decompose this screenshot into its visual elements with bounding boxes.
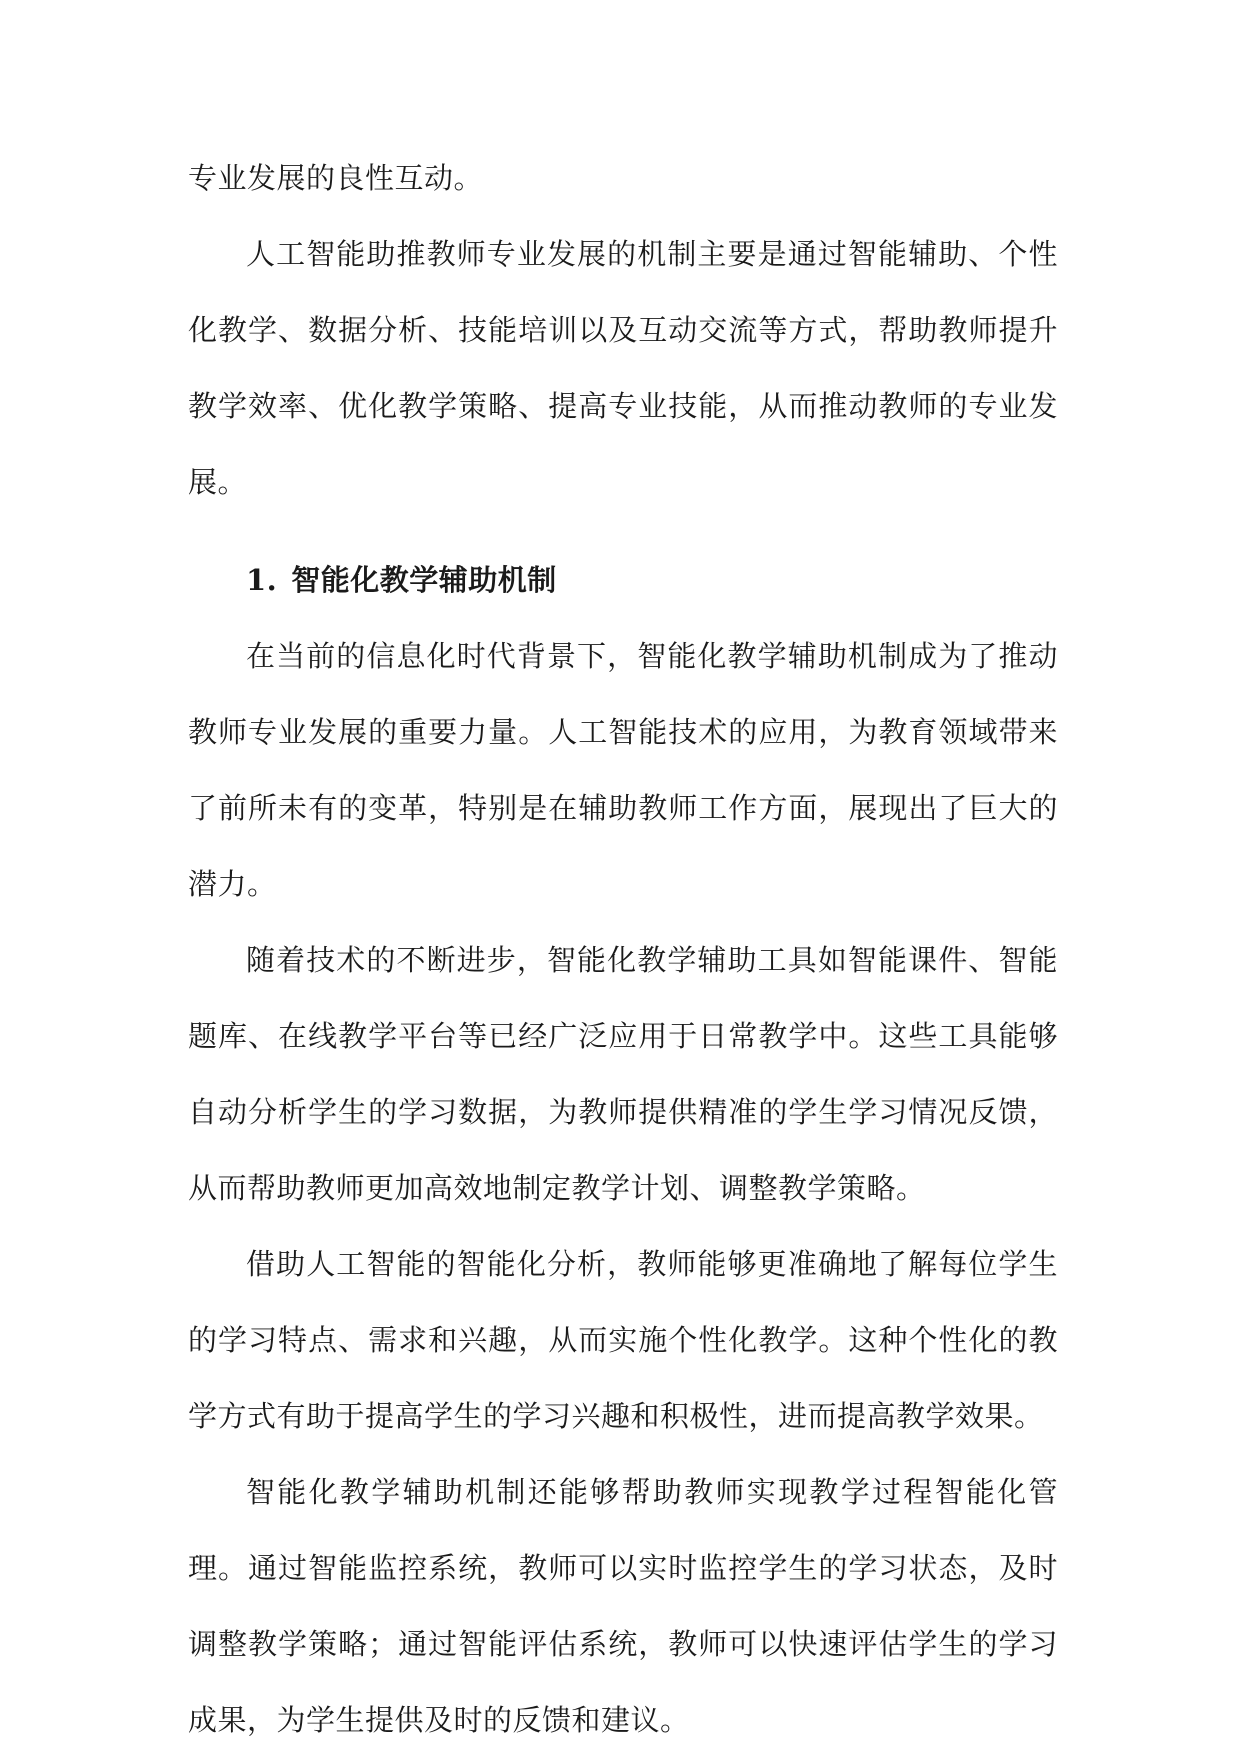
paragraph-mechanism-overview: 人工智能助推教师专业发展的机制主要是通过智能辅助、个性化教学、数据分析、技能培训以及互动交流等方式，帮助教师提升教学效率、优化教学策略、提高专业技能，从而推动教师的专业发展。 — [188, 237, 1058, 499]
section-title: 智能化教学辅助机制 — [291, 563, 557, 597]
paragraph-background: 在当前的信息化时代背景下，智能化教学辅助机制成为了推动教师专业发展的重要力量。人工智能技术的应用，为教育领域带来了前所未有的变革，特别是在辅助教师工作方面，展现出了巨大的潜力。 — [188, 639, 1058, 901]
paragraph-continuation: 专业发展的良性互动。 — [188, 161, 484, 195]
paragraph-tools: 随着技术的不断进步，智能化教学辅助工具如智能课件、智能题库、在线教学平台等已经广泛应用于日常教学中。这些工具能够自动分析学生的学习数据，为教师提供精准的学生学习情况反馈，从而帮助教师更加高效地制定教学计划、调整教学策略。 — [188, 943, 1058, 1205]
section-number: 1. — [246, 563, 278, 597]
document-body — [188, 140, 1058, 1758]
paragraph-personalized: 借助人工智能的智能化分析，教师能够更准确地了解每位学生的学习特点、需求和兴趣，从而实施个性化教学。这种个性化的教学方式有助于提高学生的学习兴趣和积极性，进而提高教学效果。 — [188, 1247, 1058, 1433]
section-heading — [188, 542, 1058, 618]
paragraph-management: 智能化教学辅助机制还能够帮助教师实现教学过程智能化管理。通过智能监控系统，教师可以实时监控学生的学习状态，及时调整教学策略；通过智能评估系统，教师可以快速评估学生的学习成果，为学生提供及时的反馈和建议。 — [188, 1475, 1058, 1737]
